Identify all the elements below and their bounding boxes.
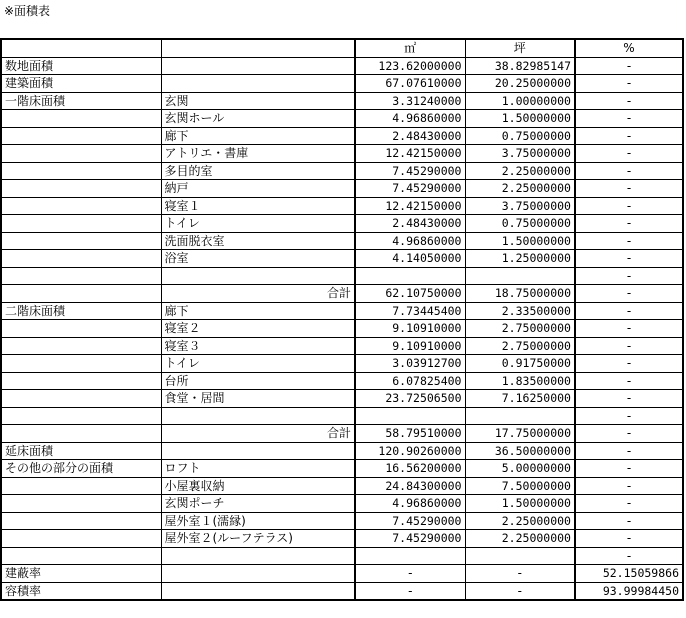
area-tsubo-cell: 2.25000000	[465, 180, 575, 198]
percent-cell: -	[575, 267, 683, 285]
row-label-cell	[1, 372, 161, 390]
room-name-cell	[161, 267, 355, 285]
area-tsubo-cell: 2.25000000	[465, 512, 575, 530]
area-sqm-cell: 58.79510000	[355, 425, 465, 443]
room-name-cell: アトリエ・書庫	[161, 145, 355, 163]
room-name-cell: 廊下	[161, 127, 355, 145]
table-row	[1, 495, 683, 513]
area-tsubo-cell: 1.83500000	[465, 372, 575, 390]
room-name-cell	[161, 582, 355, 600]
row-label-cell	[1, 197, 161, 215]
area-tsubo-cell: 5.00000000	[465, 460, 575, 478]
area-sqm-cell: 2.48430000	[355, 215, 465, 233]
percent-cell: -	[575, 442, 683, 460]
area-sqm-cell: 7.45290000	[355, 530, 465, 548]
page-title: ※面積表	[4, 4, 51, 18]
percent-cell: -	[575, 162, 683, 180]
header-row-label-cell	[1, 39, 161, 57]
room-name-cell: 寝室２	[161, 320, 355, 338]
room-name-cell: 寝室３	[161, 337, 355, 355]
room-name-cell	[161, 565, 355, 583]
percent-cell: -	[575, 425, 683, 443]
header-percent-cell: %	[575, 39, 683, 57]
area-sqm-cell: 67.07610000	[355, 75, 465, 93]
header-area-sqm-cell: ㎡	[355, 39, 465, 57]
area-tsubo-cell: 36.50000000	[465, 442, 575, 460]
row-label-cell	[1, 215, 161, 233]
row-label-cell	[1, 232, 161, 250]
percent-cell: 52.15059866	[575, 565, 683, 583]
row-label-cell	[1, 180, 161, 198]
area-tsubo-cell: 0.91750000	[465, 355, 575, 373]
room-name-cell: 小屋裏収納	[161, 477, 355, 495]
row-label-cell	[1, 127, 161, 145]
room-name-cell: 玄関	[161, 92, 355, 110]
percent-cell: -	[575, 512, 683, 530]
table-row	[1, 337, 683, 355]
area-sqm-cell: 9.10910000	[355, 337, 465, 355]
room-name-cell: 合計	[161, 285, 355, 303]
area-sqm-cell: 4.96860000	[355, 495, 465, 513]
table-row	[1, 215, 683, 233]
row-label-cell	[1, 320, 161, 338]
area-tsubo-cell: 2.25000000	[465, 162, 575, 180]
area-sqm-cell: 62.10750000	[355, 285, 465, 303]
percent-cell: -	[575, 355, 683, 373]
room-name-cell	[161, 57, 355, 75]
table-row	[1, 57, 683, 75]
row-label-cell	[1, 512, 161, 530]
table-row	[1, 442, 683, 460]
area-tsubo-cell: 17.75000000	[465, 425, 575, 443]
room-name-cell: 寝室１	[161, 197, 355, 215]
area-tsubo-cell: 1.50000000	[465, 110, 575, 128]
area-tsubo-cell: 38.82985147	[465, 57, 575, 75]
row-label-cell	[1, 285, 161, 303]
area-tsubo-cell: 18.75000000	[465, 285, 575, 303]
area-tsubo-cell: 7.50000000	[465, 477, 575, 495]
percent-cell: -	[575, 57, 683, 75]
table-row	[1, 372, 683, 390]
row-label-cell: 二階床面積	[1, 302, 161, 320]
percent-cell: -	[575, 372, 683, 390]
area-sqm-cell: 9.10910000	[355, 320, 465, 338]
area-sqm-cell: 3.03912700	[355, 355, 465, 373]
room-name-cell: 台所	[161, 372, 355, 390]
header-room-name-cell	[161, 39, 355, 57]
area-sqm-cell: 3.31240000	[355, 92, 465, 110]
area-table	[0, 38, 684, 601]
percent-cell: -	[575, 232, 683, 250]
percent-cell: -	[575, 320, 683, 338]
area-tsubo-cell: 20.25000000	[465, 75, 575, 93]
percent-cell: -	[575, 477, 683, 495]
area-sqm-cell: 120.90260000	[355, 442, 465, 460]
table-row	[1, 530, 683, 548]
row-label-cell	[1, 267, 161, 285]
table-row	[1, 547, 683, 565]
percent-cell: -	[575, 407, 683, 425]
area-tsubo-cell: 0.75000000	[465, 127, 575, 145]
area-sqm-cell: 4.14050000	[355, 250, 465, 268]
area-sqm-cell: 4.96860000	[355, 110, 465, 128]
room-name-cell: 食堂・居間	[161, 390, 355, 408]
row-label-cell	[1, 355, 161, 373]
area-tsubo-cell: 1.00000000	[465, 92, 575, 110]
area-tsubo-cell	[465, 407, 575, 425]
table-row	[1, 162, 683, 180]
table-row	[1, 92, 683, 110]
area-tsubo-cell	[465, 547, 575, 565]
room-name-cell	[161, 407, 355, 425]
row-label-cell	[1, 250, 161, 268]
percent-cell: -	[575, 92, 683, 110]
area-tsubo-cell: 0.75000000	[465, 215, 575, 233]
percent-cell: -	[575, 460, 683, 478]
area-tsubo-cell: 3.75000000	[465, 145, 575, 163]
area-tsubo-cell: -	[465, 565, 575, 583]
table-row	[1, 285, 683, 303]
percent-cell: -	[575, 110, 683, 128]
table-row	[1, 127, 683, 145]
room-name-cell: ロフト	[161, 460, 355, 478]
percent-cell: -	[575, 530, 683, 548]
table-row	[1, 197, 683, 215]
row-label-cell	[1, 110, 161, 128]
row-label-cell	[1, 495, 161, 513]
percent-cell: -	[575, 127, 683, 145]
table-row	[1, 75, 683, 93]
room-name-cell: 屋外室１(濡縁)	[161, 512, 355, 530]
area-sqm-cell	[355, 407, 465, 425]
percent-cell: 93.99984450	[575, 582, 683, 600]
area-sqm-cell: 23.72506500	[355, 390, 465, 408]
percent-cell: -	[575, 302, 683, 320]
table-row	[1, 232, 683, 250]
table-row	[1, 355, 683, 373]
table-row	[1, 250, 683, 268]
table-row	[1, 582, 683, 600]
percent-cell: -	[575, 75, 683, 93]
percent-cell: -	[575, 495, 683, 513]
row-label-cell: 数地面積	[1, 57, 161, 75]
row-label-cell: 建蔽率	[1, 565, 161, 583]
area-tsubo-cell: 1.25000000	[465, 250, 575, 268]
area-tsubo-cell: 1.50000000	[465, 495, 575, 513]
row-label-cell	[1, 407, 161, 425]
header-area-tsubo-cell: 坪	[465, 39, 575, 57]
area-sqm-cell: 7.45290000	[355, 162, 465, 180]
area-sqm-cell	[355, 267, 465, 285]
percent-cell: -	[575, 390, 683, 408]
table-row	[1, 512, 683, 530]
room-name-cell: 屋外室２(ルーフテラス)	[161, 530, 355, 548]
area-tsubo-cell: 2.25000000	[465, 530, 575, 548]
room-name-cell: トイレ	[161, 355, 355, 373]
percent-cell: -	[575, 547, 683, 565]
table-row	[1, 302, 683, 320]
row-label-cell: 一階床面積	[1, 92, 161, 110]
table-row	[1, 460, 683, 478]
area-sqm-cell: 2.48430000	[355, 127, 465, 145]
room-name-cell: 玄関ポーチ	[161, 495, 355, 513]
area-sqm-cell: 7.73445400	[355, 302, 465, 320]
table-row	[1, 110, 683, 128]
row-label-cell	[1, 547, 161, 565]
table-row	[1, 425, 683, 443]
area-sqm-cell: -	[355, 582, 465, 600]
table-row	[1, 407, 683, 425]
area-tsubo-cell: 3.75000000	[465, 197, 575, 215]
room-name-cell: 多目的室	[161, 162, 355, 180]
row-label-cell	[1, 425, 161, 443]
percent-cell: -	[575, 145, 683, 163]
row-label-cell: 延床面積	[1, 442, 161, 460]
row-label-cell	[1, 162, 161, 180]
table-row	[1, 565, 683, 583]
room-name-cell: 浴室	[161, 250, 355, 268]
table-row	[1, 180, 683, 198]
area-tsubo-cell: -	[465, 582, 575, 600]
room-name-cell: 廊下	[161, 302, 355, 320]
table-row	[1, 145, 683, 163]
table-row	[1, 477, 683, 495]
area-sqm-cell: 7.45290000	[355, 180, 465, 198]
row-label-cell: 容積率	[1, 582, 161, 600]
table-row	[1, 267, 683, 285]
percent-cell: -	[575, 250, 683, 268]
area-sqm-cell: 6.07825400	[355, 372, 465, 390]
table-row	[1, 390, 683, 408]
room-name-cell	[161, 442, 355, 460]
room-name-cell: 納戸	[161, 180, 355, 198]
table-row	[1, 320, 683, 338]
area-sqm-cell: 16.56200000	[355, 460, 465, 478]
area-sqm-cell	[355, 547, 465, 565]
area-sqm-cell: 12.42150000	[355, 197, 465, 215]
area-sqm-cell: 7.45290000	[355, 512, 465, 530]
row-label-cell	[1, 530, 161, 548]
row-label-cell	[1, 390, 161, 408]
area-tsubo-cell	[465, 267, 575, 285]
percent-cell: -	[575, 197, 683, 215]
percent-cell: -	[575, 285, 683, 303]
row-label-cell	[1, 145, 161, 163]
area-tsubo-cell: 1.50000000	[465, 232, 575, 250]
room-name-cell: トイレ	[161, 215, 355, 233]
area-tsubo-cell: 7.16250000	[465, 390, 575, 408]
percent-cell: -	[575, 337, 683, 355]
room-name-cell: 玄関ホール	[161, 110, 355, 128]
room-name-cell	[161, 547, 355, 565]
percent-cell: -	[575, 215, 683, 233]
area-sqm-cell: 4.96860000	[355, 232, 465, 250]
area-sqm-cell: -	[355, 565, 465, 583]
area-tsubo-cell: 2.33500000	[465, 302, 575, 320]
room-name-cell: 合計	[161, 425, 355, 443]
area-tsubo-cell: 2.75000000	[465, 320, 575, 338]
room-name-cell	[161, 75, 355, 93]
table-header-row	[1, 39, 683, 57]
percent-cell: -	[575, 180, 683, 198]
room-name-cell: 洗面脱衣室	[161, 232, 355, 250]
row-label-cell: その他の部分の面積	[1, 460, 161, 478]
area-sqm-cell: 12.42150000	[355, 145, 465, 163]
area-sqm-cell: 24.84300000	[355, 477, 465, 495]
row-label-cell	[1, 337, 161, 355]
area-sqm-cell: 123.62000000	[355, 57, 465, 75]
row-label-cell	[1, 477, 161, 495]
row-label-cell: 建築面積	[1, 75, 161, 93]
area-tsubo-cell: 2.75000000	[465, 337, 575, 355]
